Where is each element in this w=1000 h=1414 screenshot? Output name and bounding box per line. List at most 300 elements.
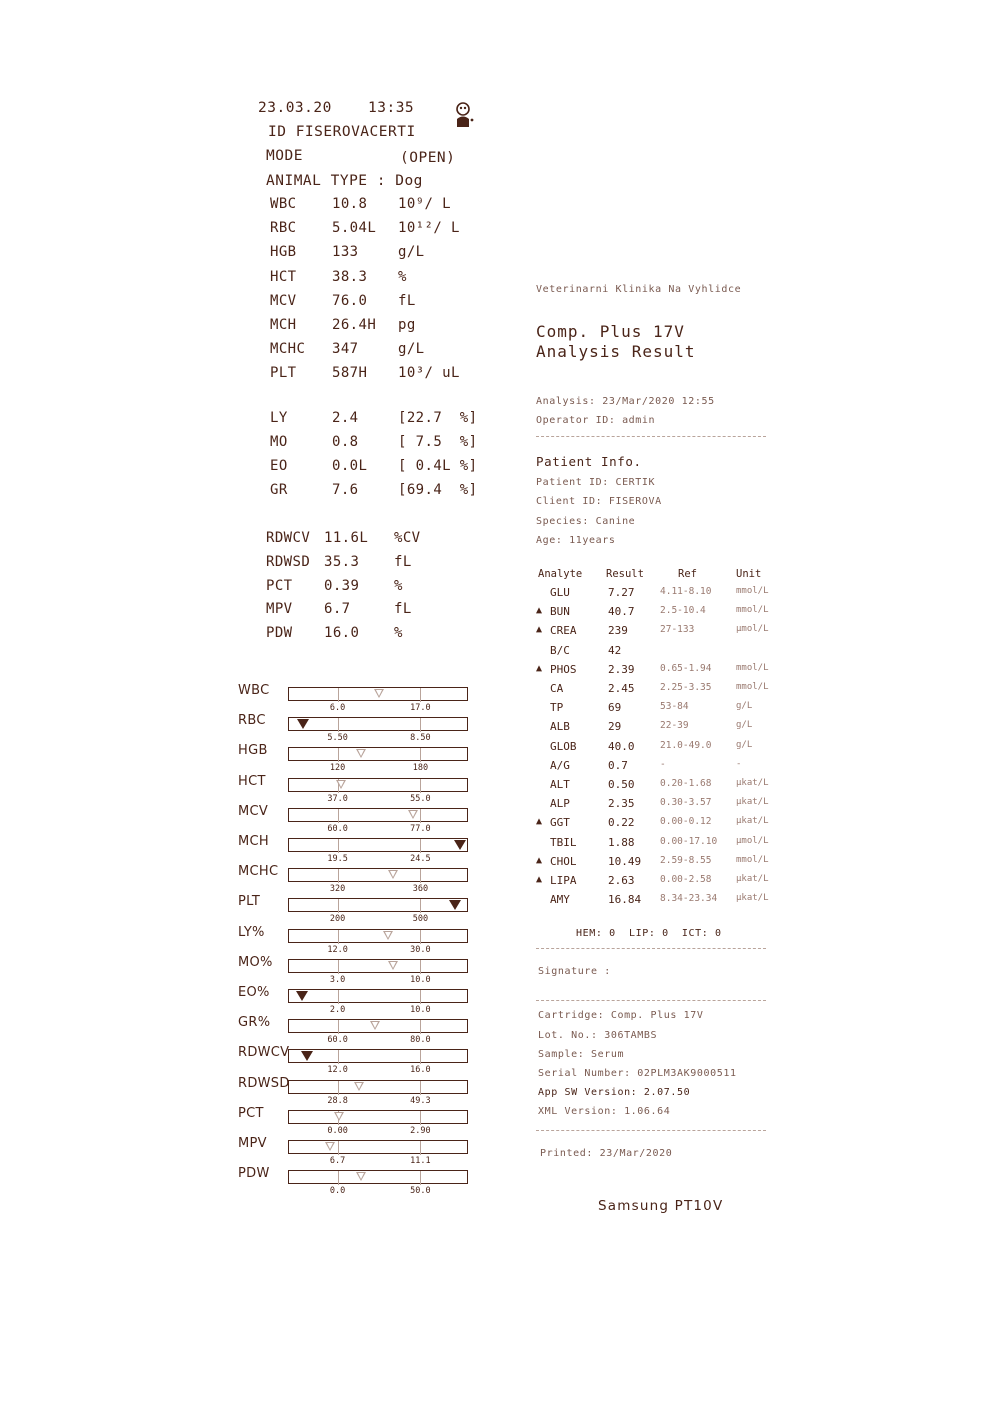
high-limit-label: 49.3	[410, 1095, 431, 1106]
analyte-name: MCH	[270, 317, 297, 333]
analyte-result: 16.84	[608, 893, 642, 907]
analyte-name: ALB	[550, 720, 570, 734]
analyte-unit: %	[394, 577, 403, 594]
marker-open-triangle-icon	[356, 1172, 366, 1181]
range-bar-label: MCH	[238, 834, 269, 849]
analyte-result: 0.50	[608, 778, 635, 791]
low-limit-tick	[338, 748, 339, 762]
separator	[536, 1130, 766, 1131]
chem-row	[536, 893, 768, 909]
low-limit-label: 28.8	[327, 1095, 348, 1106]
marker-open-triangle-icon	[383, 931, 393, 940]
range-bar-label: MCHC	[238, 864, 279, 880]
chem-row	[536, 701, 768, 717]
analyte-result: 40.0	[608, 739, 635, 753]
high-limit-tick	[420, 899, 421, 913]
high-limit-label: 2.90	[410, 1125, 431, 1136]
range-bar-label: EO%	[238, 985, 270, 1000]
high-flag-icon: ▲	[536, 605, 543, 617]
analyte-name: HGB	[270, 244, 297, 261]
analyte-name: AMY	[550, 893, 570, 907]
print-time: 13:35	[368, 100, 415, 116]
mascot-logo-icon	[450, 100, 476, 132]
high-limit-tick	[420, 1111, 421, 1125]
high-limit-label: 11.1	[410, 1156, 431, 1166]
analyte-name: MPV	[266, 601, 293, 618]
reference-range: 0.00-2.58	[660, 874, 712, 885]
reference-range: 53-84	[660, 701, 689, 713]
analyte-unit: mmol/L	[736, 682, 769, 692]
analyte-unit: µkat/L	[736, 778, 769, 788]
lot-number: Lot. No.: 306TAMBS	[538, 1030, 658, 1041]
separator	[536, 436, 766, 437]
reference-range: 27-133	[660, 624, 695, 636]
low-limit-label: 200	[329, 914, 346, 925]
marker-filled-triangle-icon	[449, 900, 461, 910]
marker-open-triangle-icon	[356, 749, 366, 758]
analyte-name: RDWSD	[266, 553, 311, 570]
analyte-value: 2.4	[332, 410, 359, 426]
analyte-result: 2.45	[608, 682, 635, 695]
analyte-unit: g/L	[736, 720, 753, 731]
analyte-result: 2.35	[608, 797, 635, 811]
chem-row	[536, 759, 768, 775]
high-limit-label: 8.50	[410, 733, 431, 744]
high-limit-label: 30.0	[410, 944, 431, 955]
range-bar-label: PCT	[238, 1105, 264, 1121]
analyte-unit: %CV	[394, 530, 421, 546]
analyte-result: 40.7	[608, 605, 635, 619]
analyte-result: 69	[608, 701, 622, 715]
reference-range: 2.59-8.55	[660, 854, 712, 866]
analyte-unit: g/L	[398, 244, 425, 261]
high-limit-tick	[420, 809, 421, 823]
analyte-value: 347	[332, 341, 359, 358]
analyte-unit: µkat/L	[736, 874, 769, 884]
low-limit-tick	[338, 688, 339, 702]
chem-row	[536, 624, 768, 640]
analyte-value: 0.0L	[332, 458, 368, 474]
high-flag-icon: ▲	[536, 854, 543, 866]
high-limit-label: 77.0	[410, 823, 431, 834]
range-bar	[288, 989, 468, 1015]
analyte-unit: µmol/L	[736, 624, 769, 635]
clinic-name: Veterinarni Klinika Na Vyhlidce	[536, 284, 742, 295]
analyte-name: WBC	[270, 196, 297, 212]
header-unit: Unit	[736, 568, 762, 580]
high-limit-label: 50.0	[410, 1186, 431, 1197]
high-limit-tick	[420, 779, 421, 793]
reference-range: 2.5-10.4	[660, 605, 706, 617]
range-bar-label: HGB	[238, 743, 268, 759]
signature-line	[536, 1000, 766, 1001]
marker-filled-triangle-icon	[454, 840, 466, 850]
analyte-unit: 10⁹/ L	[398, 196, 451, 212]
high-limit-label: 180	[412, 763, 429, 774]
reference-range: 4.11-8.10	[660, 586, 712, 597]
analyte-name: A/G	[550, 758, 570, 772]
analyte-unit: mmol/L	[736, 605, 769, 616]
hematology-receipt	[230, 90, 500, 1210]
range-bar	[288, 808, 468, 834]
analyte-name: GLU	[550, 586, 570, 599]
analyte-name: CREA	[550, 624, 577, 638]
analyte-value: 7.6	[332, 482, 359, 498]
high-limit-tick	[420, 1020, 421, 1034]
high-limit-tick	[420, 1081, 421, 1095]
cartridge: Cartridge: Comp. Plus 17V	[538, 1010, 704, 1021]
analyte-unit: 10¹²/ L	[398, 220, 460, 237]
range-bar	[288, 717, 468, 744]
range-bar	[288, 1019, 468, 1046]
chem-row	[536, 740, 768, 756]
range-bar-row	[230, 743, 480, 777]
range-bar	[288, 838, 468, 864]
analyte-value: 133	[332, 244, 359, 261]
high-limit-label: 10.0	[410, 1005, 431, 1015]
analyte-value: 0.39	[324, 577, 360, 594]
analyte-name: LY	[270, 410, 288, 426]
marker-open-triangle-icon	[374, 689, 384, 698]
low-limit-tick	[338, 839, 339, 853]
marker-open-triangle-icon	[334, 1112, 344, 1121]
low-limit-tick	[338, 930, 339, 944]
analyte-name: GR	[270, 482, 288, 498]
analyte-name: TP	[550, 701, 564, 715]
chem-row	[536, 816, 768, 832]
low-limit-label: 60.0	[327, 823, 348, 834]
analyte-result: 239	[608, 624, 628, 638]
marker-filled-triangle-icon	[297, 719, 309, 729]
analyte-unit: [22.7 %]	[398, 410, 478, 426]
analyte-result: 0.7	[608, 758, 628, 772]
low-limit-label: 2.0	[329, 1005, 346, 1015]
mode-label: MODE	[266, 148, 303, 164]
mode-value: (OPEN)	[400, 150, 456, 166]
high-limit-label: 55.0	[410, 793, 431, 804]
low-limit-tick	[338, 809, 339, 823]
analyte-name: CHOL	[550, 854, 577, 868]
analyte-unit: -	[736, 758, 742, 769]
high-limit-tick	[420, 839, 421, 853]
analyte-name: PDW	[266, 625, 293, 642]
analyte-name: MCV	[270, 292, 297, 309]
range-bar	[288, 898, 468, 925]
analyte-name: ALT	[550, 778, 570, 791]
high-limit-label: 500	[412, 914, 429, 925]
range-bar-row	[230, 894, 480, 928]
marker-open-triangle-icon	[354, 1082, 364, 1091]
low-limit-label: 6.7	[329, 1156, 346, 1166]
analyte-name: HCT	[270, 268, 297, 285]
marker-filled-triangle-icon	[296, 991, 308, 1001]
analyte-unit: %	[398, 268, 407, 285]
high-limit-tick	[420, 718, 421, 732]
range-bar-label: MCV	[238, 803, 269, 819]
high-limit-tick	[420, 688, 421, 702]
analyte-unit: %	[394, 625, 403, 642]
high-limit-label: 360	[412, 884, 429, 895]
high-flag-icon: ▲	[536, 662, 543, 674]
low-limit-label: 120	[329, 763, 346, 774]
analyte-name: PLT	[270, 365, 297, 382]
operator-id: Operator ID: admin	[536, 415, 656, 426]
analyte-result: 7.27	[608, 586, 635, 599]
analyte-unit: 10³/ uL	[398, 365, 460, 382]
range-bar	[288, 778, 468, 804]
analyte-result: 1.88	[608, 835, 635, 849]
low-limit-tick	[338, 960, 339, 974]
header-analyte: Analyte	[538, 568, 583, 580]
high-flag-icon: ▲	[536, 816, 543, 828]
range-bar-label: MPV	[238, 1136, 267, 1151]
analyte-unit: fL	[394, 601, 412, 618]
separator	[536, 948, 766, 949]
high-limit-tick	[420, 930, 421, 944]
xml-version: XML Version: 1.06.64	[538, 1106, 671, 1117]
analyte-result: 2.39	[608, 662, 635, 676]
range-bar-row	[230, 864, 480, 898]
analyte-result: 10.49	[608, 854, 642, 868]
reference-range: 0.20-1.68	[660, 778, 712, 789]
low-limit-label: 3.0	[329, 974, 346, 985]
marker-open-triangle-icon	[388, 961, 398, 970]
reference-range: 0.30-3.57	[660, 797, 712, 809]
range-bar-row	[230, 683, 480, 717]
device-title: Comp. Plus 17V	[536, 322, 685, 341]
range-bar-label: RDWCV	[238, 1045, 290, 1061]
marker-open-triangle-icon	[388, 870, 398, 879]
range-bar-row	[230, 1105, 480, 1140]
analyte-name: PCT	[266, 577, 293, 594]
range-bar-label: PDW	[238, 1166, 270, 1182]
analysis-time: Analysis: 23/Mar/2020 12:55	[536, 396, 715, 407]
range-bar	[288, 959, 468, 985]
low-limit-label: 12.0	[327, 944, 348, 955]
analyte-name: MCHC	[270, 341, 306, 358]
low-limit-label: 37.0	[327, 793, 348, 804]
range-bar	[288, 1110, 468, 1136]
analyte-unit: µkat/L	[736, 893, 769, 904]
analyte-unit: mmol/L	[736, 854, 769, 865]
chem-row	[536, 836, 768, 852]
low-limit-label: 60.0	[327, 1035, 348, 1046]
patient-age: Age: 11years	[536, 535, 616, 546]
signature-label: Signature :	[538, 966, 611, 977]
patient-info-title: Patient Info.	[536, 454, 642, 469]
analyte-unit: fL	[394, 553, 412, 570]
reference-range: 0.00-17.10	[660, 835, 718, 847]
analyte-unit: g/L	[736, 739, 753, 750]
analyte-name: RDWCV	[266, 530, 311, 546]
range-bar-label: WBC	[238, 683, 270, 698]
analyte-value: 35.3	[324, 553, 360, 570]
high-flag-icon: ▲	[536, 624, 543, 636]
analyte-unit: mmol/L	[736, 586, 769, 596]
high-limit-label: 24.5	[410, 854, 431, 864]
reference-range: -	[660, 758, 666, 770]
high-limit-label: 17.0	[410, 703, 431, 713]
low-limit-tick	[338, 869, 339, 883]
analyte-name: PHOS	[550, 662, 577, 676]
reference-range: 8.34-23.34	[660, 893, 718, 905]
range-bar-label: RDWSD	[238, 1075, 290, 1091]
range-bar-label: MO%	[238, 954, 273, 970]
patient-id: Patient ID: CERTIK	[536, 477, 656, 488]
print-date: 23.03.20	[258, 100, 332, 116]
range-bar	[288, 868, 468, 895]
analyte-result: 29	[608, 720, 622, 734]
analyte-name: LIPA	[550, 874, 577, 887]
high-limit-label: 10.0	[410, 974, 431, 985]
analyte-value: 11.6L	[324, 530, 369, 546]
low-limit-tick	[338, 899, 339, 913]
analyte-name: ALP	[550, 797, 570, 811]
chem-row	[536, 682, 768, 698]
low-limit-label: 6.0	[329, 703, 346, 713]
high-limit-tick	[420, 748, 421, 762]
high-limit-tick	[420, 869, 421, 883]
header-ref: Ref	[678, 568, 697, 580]
printer-model: Samsung PT10V	[598, 1198, 724, 1214]
chem-table-header	[536, 568, 768, 584]
chem-row	[536, 644, 768, 660]
marker-open-triangle-icon	[408, 810, 418, 819]
marker-open-triangle-icon	[325, 1142, 335, 1151]
marker-open-triangle-icon	[370, 1021, 380, 1030]
high-limit-label: 80.0	[410, 1035, 431, 1046]
low-limit-tick	[338, 1081, 339, 1095]
analyte-unit: pg	[398, 317, 416, 333]
range-bar	[288, 1140, 468, 1166]
range-bar	[288, 929, 468, 955]
analyte-unit: fL	[398, 292, 416, 309]
high-limit-tick	[420, 1171, 421, 1185]
chem-row	[536, 586, 768, 602]
chem-row	[536, 855, 768, 871]
analyte-name: MO	[270, 434, 288, 450]
chem-row	[536, 720, 768, 736]
analyte-name: TBIL	[550, 835, 577, 849]
analyte-unit: µkat/L	[736, 816, 769, 827]
range-bar-row	[230, 1075, 480, 1110]
chemistry-receipt	[536, 280, 776, 1220]
serial-number: Serial Number: 02PLM3AK9000511	[538, 1068, 737, 1079]
analyte-unit: µmol/L	[736, 835, 769, 846]
low-limit-tick	[338, 1141, 339, 1155]
analyte-name: B/C	[550, 643, 570, 657]
high-limit-tick	[420, 1141, 421, 1155]
reference-range: 0.65-1.94	[660, 662, 712, 674]
sample-id: ID FISEROVACERTI	[268, 124, 416, 140]
reference-range: 0.00-0.12	[660, 816, 712, 828]
analyte-value: 26.4H	[332, 317, 377, 333]
analyte-unit: g/L	[398, 341, 425, 358]
high-limit-label: 16.0	[410, 1065, 431, 1076]
high-flag-icon: ▲	[536, 874, 543, 885]
analyte-name: CA	[550, 682, 564, 695]
header-result: Result	[606, 568, 644, 580]
reference-range: 22-39	[660, 720, 689, 732]
analyte-name: RBC	[270, 220, 297, 237]
reference-range: 2.25-3.35	[660, 682, 712, 693]
analyte-unit: µkat/L	[736, 797, 769, 808]
analyte-value: 10.8	[332, 196, 368, 212]
analyte-value: 587H	[332, 365, 368, 382]
marker-filled-triangle-icon	[301, 1051, 313, 1061]
low-limit-label: 0.00	[327, 1125, 348, 1136]
range-bar	[288, 747, 468, 774]
analyte-unit: g/L	[736, 701, 753, 712]
animal-type: ANIMAL TYPE : Dog	[266, 173, 423, 189]
app-sw-version: App SW Version: 2.07.50	[538, 1087, 691, 1098]
chem-row	[536, 663, 768, 679]
chem-row	[536, 605, 768, 621]
range-bar-label: HCT	[238, 773, 266, 789]
analyte-name: EO	[270, 458, 288, 474]
low-limit-tick	[338, 1020, 339, 1034]
analyte-unit: [ 7.5 %]	[398, 434, 478, 450]
analyte-value: 38.3	[332, 268, 368, 285]
range-bar	[288, 1049, 468, 1076]
range-bar-label: GR%	[238, 1015, 271, 1031]
low-limit-label: 5.50	[327, 733, 348, 744]
range-bar-row	[230, 1166, 480, 1200]
low-limit-label: 320	[329, 884, 346, 895]
range-bar-label: LY%	[238, 924, 265, 940]
low-limit-tick	[338, 1050, 339, 1064]
range-bar-label: PLT	[238, 894, 261, 910]
chem-row	[536, 797, 768, 813]
range-bar	[288, 1170, 468, 1197]
range-bar-label: RBC	[238, 713, 266, 729]
analyte-result: 42	[608, 643, 622, 657]
low-limit-tick	[338, 990, 339, 1004]
high-limit-tick	[420, 1050, 421, 1064]
chem-row	[536, 874, 768, 890]
high-limit-tick	[420, 960, 421, 974]
analyte-result: 2.63	[608, 874, 635, 887]
analyte-value: 6.7	[324, 601, 351, 618]
sample-type: Sample: Serum	[538, 1049, 625, 1060]
analyte-unit: mmol/L	[736, 662, 769, 673]
range-bar	[288, 1080, 468, 1106]
low-limit-tick	[338, 1171, 339, 1185]
high-limit-tick	[420, 990, 421, 1004]
reference-range: 21.0-49.0	[660, 739, 712, 751]
analyte-result: 0.22	[608, 816, 635, 830]
marker-open-triangle-icon	[336, 780, 346, 789]
analyte-name: BUN	[550, 605, 570, 619]
analyte-name: GLOB	[550, 739, 577, 753]
client-id: Client ID: FISEROVA	[536, 496, 662, 507]
analyte-name: GGT	[550, 816, 570, 830]
analyte-value: 0.8	[332, 434, 359, 450]
printed-date: Printed: 23/Mar/2020	[540, 1148, 673, 1159]
analyte-value: 5.04L	[332, 220, 377, 237]
low-limit-label: 19.5	[327, 854, 348, 864]
analyte-value: 76.0	[332, 292, 368, 309]
serum-indices: HEM: 0 LIP: 0 ICT: 0	[576, 928, 722, 939]
low-limit-tick	[338, 718, 339, 732]
analyte-value: 16.0	[324, 625, 360, 642]
analyte-unit: [ 0.4L %]	[398, 458, 478, 474]
range-bar	[288, 687, 468, 713]
species: Species: Canine	[536, 516, 636, 527]
result-title: Analysis Result	[536, 342, 696, 361]
chem-row	[536, 778, 768, 794]
low-limit-label: 0.0	[329, 1186, 346, 1197]
